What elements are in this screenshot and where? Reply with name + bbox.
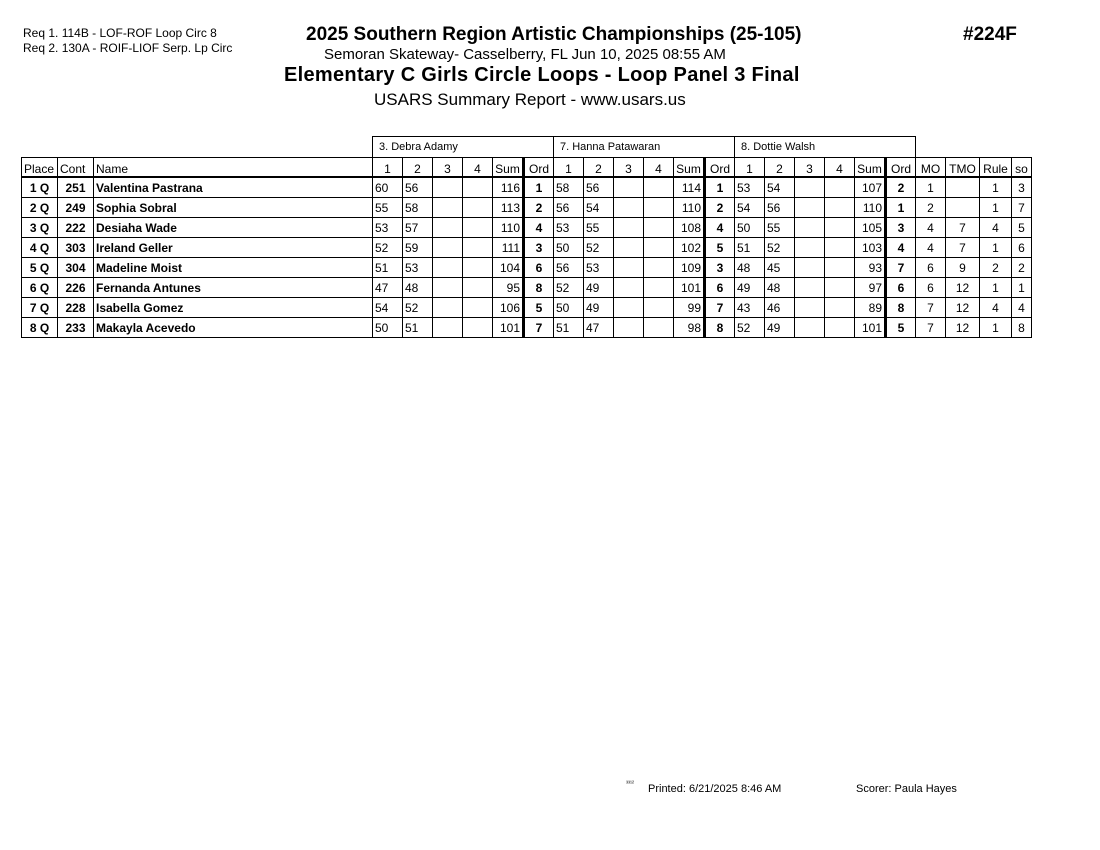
score-cell: 54 <box>584 198 614 218</box>
score-cell: 53 <box>403 258 433 278</box>
ord-header: Ord <box>705 158 735 178</box>
score-cell: 52 <box>554 278 584 298</box>
table-row <box>22 318 1032 338</box>
mo-cell: 7 <box>916 298 946 318</box>
event-title: Elementary C Girls Circle Loops - Loop Panel 3 Final <box>284 64 800 86</box>
rule-cell: 4 <box>980 298 1012 318</box>
score-cell: 51 <box>403 318 433 338</box>
score-cell: 51 <box>373 258 403 278</box>
so-cell: 4 <box>1012 298 1032 318</box>
score-cell <box>644 318 674 338</box>
score-cell <box>463 258 493 278</box>
skater-name-cell: Fernanda Antunes <box>94 278 373 298</box>
score-cell <box>463 278 493 298</box>
score-cell: 50 <box>554 298 584 318</box>
sum-cell: 108 <box>674 218 705 238</box>
name-header: Name <box>94 158 373 178</box>
score-cell <box>463 298 493 318</box>
rule-cell: 1 <box>980 278 1012 298</box>
report-subtitle: USARS Summary Report - www.usars.us <box>374 90 686 109</box>
score-cell: 59 <box>403 238 433 258</box>
so-cell: 2 <box>1012 258 1032 278</box>
sum-cell: 113 <box>493 198 524 218</box>
score-cell: 56 <box>765 198 795 218</box>
score4-header: 4 <box>825 158 855 178</box>
score-cell <box>433 258 463 278</box>
score-cell: 52 <box>735 318 765 338</box>
mo-cell: 6 <box>916 258 946 278</box>
judge-name: 7. Hanna Patawaran <box>554 137 735 158</box>
score-cell: 53 <box>735 177 765 198</box>
contestant-number-cell: 304 <box>58 258 94 278</box>
score-cell <box>825 298 855 318</box>
score-cell: 55 <box>373 198 403 218</box>
sum-cell: 110 <box>493 218 524 238</box>
score-cell: 49 <box>584 278 614 298</box>
table-row <box>22 278 1032 298</box>
sum-cell: 104 <box>493 258 524 278</box>
score-cell <box>644 298 674 318</box>
score-cell <box>463 238 493 258</box>
sum-cell: 93 <box>855 258 886 278</box>
ordinal-cell: 6 <box>524 258 554 278</box>
score-cell <box>433 298 463 318</box>
score-cell <box>433 177 463 198</box>
rule-cell: 2 <box>980 258 1012 278</box>
judge-header-row <box>22 137 1032 158</box>
ordinal-cell: 4 <box>524 218 554 238</box>
score-cell <box>614 218 644 238</box>
mo-cell: 7 <box>916 318 946 338</box>
score-cell: 53 <box>373 218 403 238</box>
score-cell: 47 <box>584 318 614 338</box>
so-cell: 6 <box>1012 238 1032 258</box>
sum-cell: 101 <box>674 278 705 298</box>
score-cell: 56 <box>584 177 614 198</box>
so-cell: 5 <box>1012 218 1032 238</box>
sum-cell: 101 <box>855 318 886 338</box>
score-cell: 52 <box>765 238 795 258</box>
sum-cell: 102 <box>674 238 705 258</box>
score-cell: 49 <box>584 298 614 318</box>
score-cell <box>825 258 855 278</box>
rule-cell: 1 <box>980 198 1012 218</box>
tmo-cell: 12 <box>946 298 980 318</box>
ordinal-cell: 8 <box>705 318 735 338</box>
skater-name-cell: Madeline Moist <box>94 258 373 278</box>
score-cell <box>614 198 644 218</box>
scorer-name: Scorer: Paula Hayes <box>856 783 957 795</box>
score-cell <box>614 318 644 338</box>
score-cell <box>795 318 825 338</box>
score-cell <box>463 177 493 198</box>
skater-name-cell: Desiaha Wade <box>94 218 373 238</box>
score-cell: 47 <box>373 278 403 298</box>
contestant-number-cell: 226 <box>58 278 94 298</box>
score-cell: 52 <box>403 298 433 318</box>
score-cell <box>795 298 825 318</box>
place-cell: 7 Q <box>22 298 58 318</box>
score-cell: 49 <box>735 278 765 298</box>
requirement-1: Req 1. 114B - LOF-ROF Loop Circ 8 <box>23 26 217 40</box>
so-header: so <box>1012 158 1032 178</box>
ordinal-cell: 7 <box>524 318 554 338</box>
contestant-number-cell: 233 <box>58 318 94 338</box>
skater-name-cell: Valentina Pastrana <box>94 177 373 198</box>
place-cell: 4 Q <box>22 238 58 258</box>
ordinal-cell: 5 <box>886 318 916 338</box>
score-cell <box>825 198 855 218</box>
ordinal-cell: 1 <box>705 177 735 198</box>
table-row <box>22 298 1032 318</box>
score-cell: 48 <box>765 278 795 298</box>
skater-name-cell: Isabella Gomez <box>94 298 373 318</box>
score-cell <box>463 198 493 218</box>
score-cell: 53 <box>554 218 584 238</box>
sum-cell: 97 <box>855 278 886 298</box>
sum-cell: 111 <box>493 238 524 258</box>
score-cell: 49 <box>765 318 795 338</box>
ordinal-cell: 5 <box>705 238 735 258</box>
score-cell <box>463 318 493 338</box>
score-cell <box>614 278 644 298</box>
score4-header: 4 <box>644 158 674 178</box>
score-cell <box>463 218 493 238</box>
ordinal-cell: 4 <box>886 238 916 258</box>
score-cell <box>825 278 855 298</box>
version-code: ³³¹² <box>626 781 634 787</box>
score-cell <box>795 258 825 278</box>
place-header: Place <box>22 158 58 178</box>
place-cell: 2 Q <box>22 198 58 218</box>
score-cell <box>795 177 825 198</box>
judge-name: 8. Dottie Walsh <box>735 137 916 158</box>
mo-cell: 1 <box>916 177 946 198</box>
score-cell: 55 <box>584 218 614 238</box>
score-cell <box>614 238 644 258</box>
ordinal-cell: 8 <box>886 298 916 318</box>
ordinal-cell: 3 <box>524 238 554 258</box>
tmo-cell: 7 <box>946 218 980 238</box>
ordinal-cell: 4 <box>705 218 735 238</box>
table-row <box>22 177 1032 198</box>
score-cell: 58 <box>403 198 433 218</box>
score-cell: 43 <box>735 298 765 318</box>
score2-header: 2 <box>403 158 433 178</box>
so-cell: 1 <box>1012 278 1032 298</box>
score-cell <box>825 177 855 198</box>
sum-cell: 89 <box>855 298 886 318</box>
rule-cell: 1 <box>980 238 1012 258</box>
score-cell: 48 <box>403 278 433 298</box>
score-cell: 51 <box>554 318 584 338</box>
score-cell: 55 <box>765 218 795 238</box>
cont-header: Cont <box>58 158 94 178</box>
contestant-number-cell: 249 <box>58 198 94 218</box>
tmo-cell: 12 <box>946 278 980 298</box>
score-cell <box>825 238 855 258</box>
tmo-header: TMO <box>946 158 980 178</box>
table-row <box>22 198 1032 218</box>
rule-cell: 1 <box>980 318 1012 338</box>
ord-header: Ord <box>524 158 554 178</box>
place-cell: 6 Q <box>22 278 58 298</box>
score-cell <box>433 318 463 338</box>
score-cell <box>795 278 825 298</box>
contestant-number-cell: 222 <box>58 218 94 238</box>
contestant-number-cell: 228 <box>58 298 94 318</box>
sum-cell: 109 <box>674 258 705 278</box>
results-table <box>21 136 1032 338</box>
sum-header: Sum <box>674 158 705 178</box>
score-cell: 51 <box>735 238 765 258</box>
ordinal-cell: 7 <box>705 298 735 318</box>
event-number: #224F <box>963 24 1017 45</box>
tmo-cell <box>946 198 980 218</box>
ordinal-cell: 7 <box>886 258 916 278</box>
score-cell: 54 <box>373 298 403 318</box>
ordinal-cell: 2 <box>524 198 554 218</box>
judge-name: 3. Debra Adamy <box>373 137 554 158</box>
skater-name-cell: Sophia Sobral <box>94 198 373 218</box>
mo-cell: 6 <box>916 278 946 298</box>
score2-header: 2 <box>584 158 614 178</box>
place-cell: 5 Q <box>22 258 58 278</box>
ordinal-cell: 5 <box>524 298 554 318</box>
score-cell: 45 <box>765 258 795 278</box>
score3-header: 3 <box>614 158 644 178</box>
score-cell <box>614 177 644 198</box>
sum-cell: 114 <box>674 177 705 198</box>
tmo-cell: 7 <box>946 238 980 258</box>
skater-name-cell: Makayla Acevedo <box>94 318 373 338</box>
venue-line: Semoran Skateway- Casselberry, FL Jun 10, 2025 08:55 AM <box>324 46 726 63</box>
ordinal-cell: 6 <box>705 278 735 298</box>
score2-header: 2 <box>765 158 795 178</box>
sum-cell: 99 <box>674 298 705 318</box>
sum-cell: 103 <box>855 238 886 258</box>
score-cell <box>825 218 855 238</box>
sum-cell: 107 <box>855 177 886 198</box>
printed-timestamp: Printed: 6/21/2025 8:46 AM <box>648 783 782 795</box>
table-row <box>22 238 1032 258</box>
ordinal-cell: 2 <box>705 198 735 218</box>
rule-cell: 1 <box>980 177 1012 198</box>
score-cell: 56 <box>554 198 584 218</box>
sum-cell: 116 <box>493 177 524 198</box>
score-cell: 56 <box>554 258 584 278</box>
ordinal-cell: 6 <box>886 278 916 298</box>
score-cell <box>795 218 825 238</box>
score-cell <box>433 278 463 298</box>
sum-cell: 106 <box>493 298 524 318</box>
score-cell: 54 <box>735 198 765 218</box>
score-cell <box>825 318 855 338</box>
place-cell: 1 Q <box>22 177 58 198</box>
score-cell <box>614 298 644 318</box>
column-header-row <box>22 158 1032 178</box>
ord-header: Ord <box>886 158 916 178</box>
ordinal-cell: 1 <box>524 177 554 198</box>
score-cell: 52 <box>584 238 614 258</box>
mo-cell: 4 <box>916 218 946 238</box>
contestant-number-cell: 303 <box>58 238 94 258</box>
championship-title: 2025 Southern Region Artistic Championships (25-105) <box>306 24 802 45</box>
sum-cell: 95 <box>493 278 524 298</box>
score-cell <box>795 238 825 258</box>
score-cell <box>644 258 674 278</box>
score3-header: 3 <box>433 158 463 178</box>
score-cell: 52 <box>373 238 403 258</box>
mo-cell: 4 <box>916 238 946 258</box>
so-cell: 7 <box>1012 198 1032 218</box>
table-row <box>22 258 1032 278</box>
score-cell: 54 <box>765 177 795 198</box>
sum-cell: 98 <box>674 318 705 338</box>
sum-cell: 110 <box>855 198 886 218</box>
score-cell <box>433 238 463 258</box>
mo-cell: 2 <box>916 198 946 218</box>
rule-header: Rule <box>980 158 1012 178</box>
score-cell <box>644 238 674 258</box>
score-cell <box>644 177 674 198</box>
score-cell: 50 <box>735 218 765 238</box>
score-cell <box>644 198 674 218</box>
score-cell <box>644 278 674 298</box>
tmo-cell: 12 <box>946 318 980 338</box>
table-row <box>22 218 1032 238</box>
tmo-cell: 9 <box>946 258 980 278</box>
score-cell <box>433 218 463 238</box>
rule-cell: 4 <box>980 218 1012 238</box>
ordinal-cell: 3 <box>886 218 916 238</box>
requirement-2: Req 2. 130A - ROIF-LIOF Serp. Lp Circ <box>23 41 233 55</box>
score3-header: 3 <box>795 158 825 178</box>
score-cell <box>433 198 463 218</box>
so-cell: 8 <box>1012 318 1032 338</box>
score-cell: 60 <box>373 177 403 198</box>
score-cell: 50 <box>373 318 403 338</box>
sum-cell: 110 <box>674 198 705 218</box>
score-cell <box>795 198 825 218</box>
ordinal-cell: 2 <box>886 177 916 198</box>
score-cell: 48 <box>735 258 765 278</box>
score-cell: 56 <box>403 177 433 198</box>
sum-cell: 101 <box>493 318 524 338</box>
score-cell: 50 <box>554 238 584 258</box>
score-cell: 46 <box>765 298 795 318</box>
sum-header: Sum <box>493 158 524 178</box>
sum-header: Sum <box>855 158 886 178</box>
place-cell: 3 Q <box>22 218 58 238</box>
tmo-cell <box>946 177 980 198</box>
score-cell: 58 <box>554 177 584 198</box>
ordinal-cell: 3 <box>705 258 735 278</box>
mo-header: MO <box>916 158 946 178</box>
score1-header: 1 <box>735 158 765 178</box>
score1-header: 1 <box>373 158 403 178</box>
place-cell: 8 Q <box>22 318 58 338</box>
ordinal-cell: 1 <box>886 198 916 218</box>
contestant-number-cell: 251 <box>58 177 94 198</box>
score-cell: 53 <box>584 258 614 278</box>
so-cell: 3 <box>1012 177 1032 198</box>
score-cell <box>644 218 674 238</box>
score1-header: 1 <box>554 158 584 178</box>
sum-cell: 105 <box>855 218 886 238</box>
skater-name-cell: Ireland Geller <box>94 238 373 258</box>
score-cell: 57 <box>403 218 433 238</box>
ordinal-cell: 8 <box>524 278 554 298</box>
score-cell <box>614 258 644 278</box>
score4-header: 4 <box>463 158 493 178</box>
